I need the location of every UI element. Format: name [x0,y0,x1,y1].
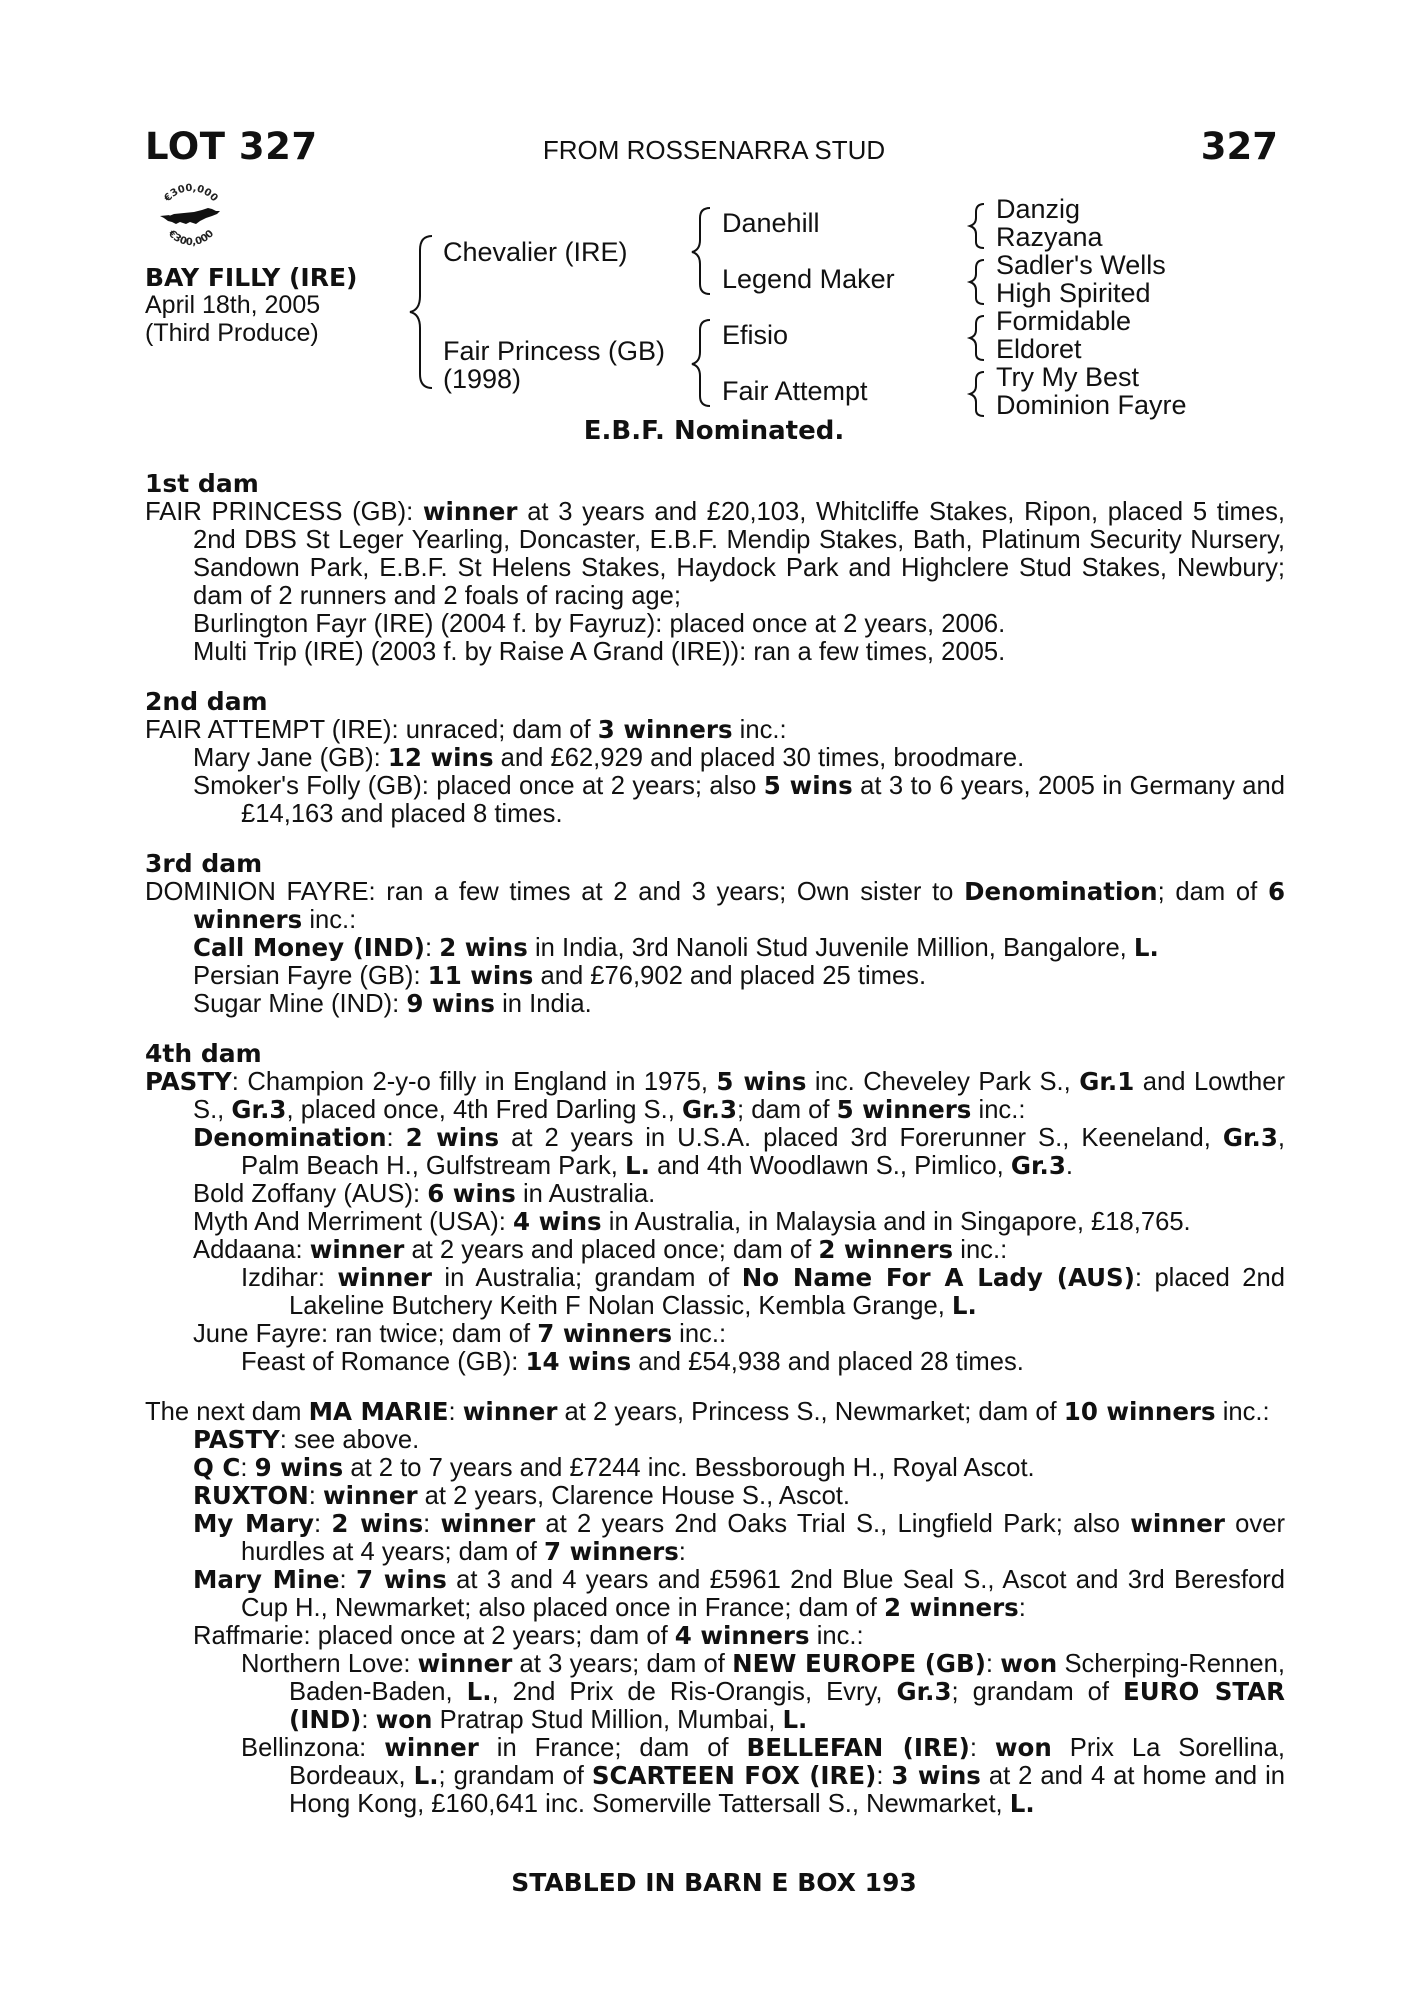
text: and £62,929 and placed 30 times, broodmare. [493,744,1025,772]
text: : [240,1454,255,1482]
produce-note: (Third Produce) [145,319,319,347]
bold-text: L. [466,1677,492,1706]
gen3-7: Try My Best [996,362,1140,392]
text: in Australia. [515,1180,656,1208]
text: : [1018,1594,1026,1622]
text: Persian Fayre (GB): [193,962,428,990]
bold-text: 5 winners [836,1095,972,1124]
bold-text: 6 winners [193,877,1285,934]
bold-text: 11 wins [427,961,534,990]
record-entry [145,962,1285,990]
sire-sire: Danehill [722,208,820,238]
bold-text: L. [951,1291,977,1320]
text: Northern Love: [241,1650,418,1678]
record-entry [145,1510,1285,1566]
record-entry [145,498,1285,610]
text: inc.: [953,1236,1008,1264]
text: inc.: [1215,1398,1270,1426]
text: : [339,1566,356,1594]
text: : [969,1734,995,1762]
text: : placed 2nd Lakeline Butchery Keith F Nolan Classic, Kembla Grange, [289,1264,1285,1320]
gen3-2: Razyana [996,222,1103,252]
pedigree-section [145,1040,1285,1376]
record-entry [145,610,1285,638]
bold-text: Gr.3 [681,1095,738,1124]
text: in France; dam of [478,1734,747,1762]
text: in Australia, in Malaysia and in Singapore, £18,765. [601,1208,1191,1236]
gen3-1: Danzig [996,194,1081,224]
produce-record [145,470,1285,1818]
bold-text: 12 wins [387,743,494,772]
bold-text: Gr.3 [1010,1151,1066,1180]
bold-text: 4 wins [513,1207,602,1236]
bold-text: winner [384,1733,479,1762]
bold-text: 9 wins [406,989,495,1018]
dam-year: (1998) [443,364,522,394]
text: at 3 to 6 years, 2005 in Germany and £14,163 and placed 8 times. [241,772,1285,828]
text: : Champion 2-y-o filly in England in 1975, [231,1068,717,1096]
bold-text: 2 winners [818,1235,954,1264]
record-entry [145,638,1285,666]
text: at 3 and 4 years and £5961 2nd Blue Seal S., Ascot and 3rd Beresford Cup H., Newmarket; also placed once in France; dam of [241,1566,1285,1622]
bold-text: 3 winners [597,715,733,744]
gen3-5: Formidable [996,306,1132,336]
bold-text: winner [337,1263,432,1292]
bold-text: MA MARIE [308,1397,449,1426]
text: at 3 years and £20,103, Whitcliffe Stakes, Ripon, placed 5 times, 2nd DBS St Leger Yearling, Doncaster, E.B.F. Mendip Stakes, Bath, Platinum Security Nursery, Sandown Park, E.B.F. St Helens Stakes, Haydock Park and Highclere Stud Stakes, Newbury; dam of 2 runners and 2 foals of racing age; [193,498,1285,610]
record-entry [145,744,1285,772]
bold-text: PASTY [193,1425,280,1454]
bold-text: 5 wins [763,771,853,800]
record-entry [145,1236,1285,1264]
text: at 2 and 4 at home and in Hong Kong, £160,641 inc. Somerville Tattersall S., Newmarket, [289,1762,1285,1818]
bold-text: SCARTEEN FOX (IRE) [591,1761,877,1790]
text: Pratrap Stud Million, Mumbai, [432,1706,783,1734]
text: : [361,1706,376,1734]
text: : see above. [279,1426,420,1454]
text: Prix La Sorellina, Bordeaux, [289,1734,1286,1790]
bold-text: Gr.1 [1079,1067,1135,1096]
text: at 2 years, Clarence House S., Ascot. [417,1482,851,1510]
text: inc.: [809,1622,864,1650]
text: FAIR ATTEMPT (IRE): unraced; dam of [145,716,598,744]
text: Multi Trip (IRE) (2003 f. by Raise A Grand (IRE)): ran a few times, 2005. [193,638,1006,666]
text: : [876,1762,892,1790]
text: The next dam [145,1398,309,1426]
record-entry [145,1348,1285,1376]
text: : [448,1398,463,1426]
bold-text: Q C [193,1453,241,1482]
text: : [386,1124,406,1152]
bold-text: won [1000,1649,1058,1678]
bold-text: 5 wins [716,1067,807,1096]
bold-text: winner [462,1397,558,1426]
record-entry [145,1566,1285,1622]
text: ; grandam of [951,1678,1123,1706]
text: at 2 years in U.S.A. placed 3rd Forerunner S., Keeneland, [499,1124,1223,1152]
dam-sire: Efisio [722,320,789,350]
text: and £54,938 and placed 28 times. [631,1348,1024,1376]
bold-text: winner [417,1649,513,1678]
text: ; dam of [737,1096,837,1124]
record-entry [145,1180,1285,1208]
bold-text: 6 wins [427,1179,516,1208]
bold-text: L. [1009,1789,1035,1818]
text: ; dam of [1157,878,1268,906]
dam: Fair Princess (GB) [443,336,666,366]
record-entry [145,1264,1285,1320]
text: and Lowther S., [193,1068,1285,1124]
text: Raffmarie: placed once at 2 years; dam of [193,1622,675,1650]
text: ; grandam of [438,1762,592,1790]
record-entry [145,772,1285,828]
gen3-8: Dominion Fayre [996,390,1187,420]
pedigree-section [145,470,1285,666]
svg-text:€300,000: €300,000 [162,182,220,205]
text: : [424,934,440,962]
text: Bellinzona: [241,1734,385,1762]
record-entry [145,1320,1285,1348]
record-entry [145,716,1285,744]
section-heading: 1st dam [145,469,259,498]
record-entry [145,934,1285,962]
record-entry [145,1124,1285,1180]
bold-text: Gr.3 [896,1677,952,1706]
bold-text: Mary Mine [193,1565,340,1594]
bold-text: L. [1133,933,1159,962]
horse-name: BAY FILLY (IRE) [145,263,358,292]
section-heading: 3rd dam [145,849,263,878]
sire-dam: Legend Maker [722,264,895,294]
text: over hurdles at 4 years; dam of [241,1510,1285,1566]
record-entry [145,878,1285,934]
foaled-date: April 18th, 2005 [145,291,321,319]
text: , placed once, 4th Fred Darling S., [286,1096,682,1124]
text: Addaana: [193,1236,310,1264]
ebf-nominated: E.B.F. Nominated. [583,416,845,446]
bold-text: Denomination [964,877,1158,906]
text: : [308,1482,323,1510]
bold-text: Denomination [193,1123,387,1152]
bold-text: L. [625,1151,650,1180]
record-entry [145,1482,1285,1510]
bold-text: winner [1130,1509,1225,1538]
text: in India, 3rd Nanoli Stud Juvenile Million, Bangalore, [527,934,1134,962]
bold-text: L. [782,1705,808,1734]
text: Bold Zoffany (AUS): [193,1180,428,1208]
bold-text: PASTY [145,1067,232,1096]
bold-text: 7 winners [544,1537,679,1566]
bold-text: 14 wins [525,1347,632,1376]
bold-text: EURO STAR (IND) [289,1677,1285,1734]
sire: Chevalier (IRE) [443,237,628,267]
record-entry [145,1734,1285,1818]
text: inc.: [672,1320,727,1348]
section-heading: 2nd dam [145,687,268,716]
text: inc.: [732,716,787,744]
text: . [1065,1152,1074,1180]
bold-text: Gr.3 [231,1095,287,1124]
text: in Australia; grandam of [432,1264,742,1292]
text: inc.: [971,1096,1026,1124]
text: Mary Jane (GB): [193,744,388,772]
text: Izdihar: [241,1264,338,1292]
gen3-4: High Spirited [996,278,1151,308]
text: : [314,1510,332,1538]
record-entry [145,990,1285,1018]
bold-text: RUXTON [193,1481,309,1510]
text: : [985,1650,1001,1678]
text: Burlington Fayr (IRE) (2004 f. by Fayruz): placed once at 2 years, 2006. [193,610,1006,638]
lot-number: 327 [1200,125,1278,168]
svg-text:€300,000: €300,000 [165,228,217,249]
bold-text: 2 wins [405,1123,500,1152]
pedigree-braces [0,0,1428,440]
gen3-6: Eldoret [996,334,1082,364]
bold-text: 3 wins [891,1761,981,1790]
text: Sugar Mine (IND): [193,990,407,1018]
record-entry [145,1650,1285,1734]
text: : [423,1510,441,1538]
lot-label: LOT 327 [145,125,318,168]
text: , Palm Beach H., Gulfstream Park, [241,1124,1286,1180]
bold-text: 2 wins [331,1509,424,1538]
bold-text: BELLEFAN (IRE) [746,1733,970,1762]
record-entry [145,1068,1285,1124]
pedigree-section [145,850,1285,1018]
text: in India. [494,990,592,1018]
text: Smoker's Folly (GB): placed once at 2 years; also [193,772,764,800]
consignor: FROM ROSSENARRA STUD [542,135,886,165]
text: inc.: [302,906,357,934]
text: DOMINION FAYRE: ran a few times at 2 and 3 years; Own sister to [145,878,965,906]
bold-text: 9 wins [254,1453,344,1482]
text: at 2 to 7 years and £7244 inc. Bessborough H., Royal Ascot. [343,1454,1035,1482]
bold-text: L. [413,1761,439,1790]
bold-text: winner [322,1481,418,1510]
record-entry [145,1622,1285,1650]
record-entry [145,1454,1285,1482]
text: FAIR PRINCESS (GB): [145,498,423,526]
bold-text: My Mary [193,1509,314,1538]
text: at 3 years; dam of [512,1650,733,1678]
text: Myth And Merriment (USA): [193,1208,513,1236]
text: Feast of Romance (GB): [241,1348,526,1376]
pedigree-section [145,1398,1285,1818]
text: inc. Cheveley Park S., [806,1068,1080,1096]
record-entry [145,1208,1285,1236]
text: , 2nd Prix de Ris-Orangis, Evry, [491,1678,897,1706]
text: at 2 years 2nd Oaks Trial S., Lingfield Park; also [535,1510,1131,1538]
bold-text: Gr.3 [1222,1123,1278,1152]
section-heading: 4th dam [145,1039,262,1068]
stabled-note: STABLED IN BARN E BOX 193 [511,1868,917,1897]
record-entry [145,1426,1285,1454]
bold-text: 7 winners [537,1319,673,1348]
gen3-3: Sadler's Wells [996,250,1166,280]
bold-text: won [994,1733,1052,1762]
record-entry [145,1398,1285,1426]
bold-text: NEW EUROPE (GB) [732,1649,986,1678]
bold-text: winner [309,1235,405,1264]
text: and £76,902 and placed 25 times. [533,962,927,990]
text: at 2 years, Princess S., Newmarket; dam of [557,1398,1064,1426]
bold-text: 4 winners [674,1621,810,1650]
text: : [678,1538,686,1566]
text: June Fayre: ran twice; dam of [193,1320,538,1348]
bold-text: 10 winners [1063,1397,1216,1426]
bold-text: winner [440,1509,536,1538]
bold-text: Call Money (IND) [193,933,425,962]
text: Scherping-Rennen, Baden-Baden, [289,1650,1285,1706]
pedigree-section [145,688,1285,828]
dam-dam: Fair Attempt [722,376,868,406]
bold-text: winner [422,497,518,526]
bold-text: 2 winners [883,1593,1019,1622]
bold-text: 7 wins [355,1565,447,1594]
text: and 4th Woodlawn S., Pimlico, [649,1152,1011,1180]
bold-text: 2 wins [439,933,528,962]
bold-text: No Name For A Lady (AUS) [741,1263,1135,1292]
text: at 2 years and placed once; dam of [404,1236,819,1264]
bold-text: won [375,1705,433,1734]
